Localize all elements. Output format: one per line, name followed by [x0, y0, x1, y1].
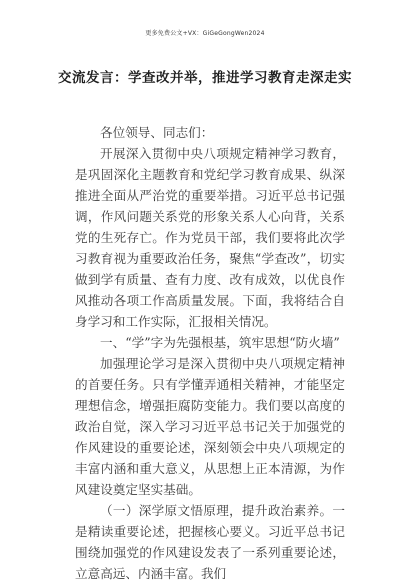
- section-heading: 一、“学”字为先强根基，筑牢思想“防火墙”: [100, 335, 340, 350]
- section-paragraph: 加强理论学习是深入贯彻中央八项规定精神的首要任务。只有学懂弄通相关精神，才能坚定理想信念，增强拒腐防变能力。我们要以高度的政治自觉，深入学习习近平总书记关于加强党的作风建设的重要论述，深刻领会中央八项规定的丰富内涵和重大意义，从思想上正本清源，为作风建设奠定坚实基础。: [75, 356, 345, 497]
- header-note: 更多免费公文+VX：GiGeGongWen2024: [145, 30, 265, 37]
- intro-paragraph: 开展深入贯彻中央八项规定精神学习教育，是巩固深化主题教育和党纪学习教育成果、纵深推进全面从严治党的重要举措。习近平总书记强调，作风问题关系党的形象关系人心向背，关系党的生死存亡。作为党员干部，我们要将此次学习教育视为重要政治任务，聚焦“学查改”，切实做到学有质量、查有力度、改有成效，以优良作风推动各项工作高质量发展。下面，我将结合自身学习和工作实际，汇报相关情况。: [75, 146, 345, 329]
- subsection-paragraph: （一）深学原文悟原理，提升政治素养。一是精读重要论述，把握核心要义。习近平总书记围绕加强党的作风建设发表了一系列重要论述，立意高远、内涵丰富。我们: [75, 503, 345, 581]
- document-body: [75, 122, 345, 584]
- document-title: 交流发言：学查改并举，推进学习教育走深走实: [58, 70, 352, 86]
- salutation: 各位领导、同志们：: [100, 125, 214, 140]
